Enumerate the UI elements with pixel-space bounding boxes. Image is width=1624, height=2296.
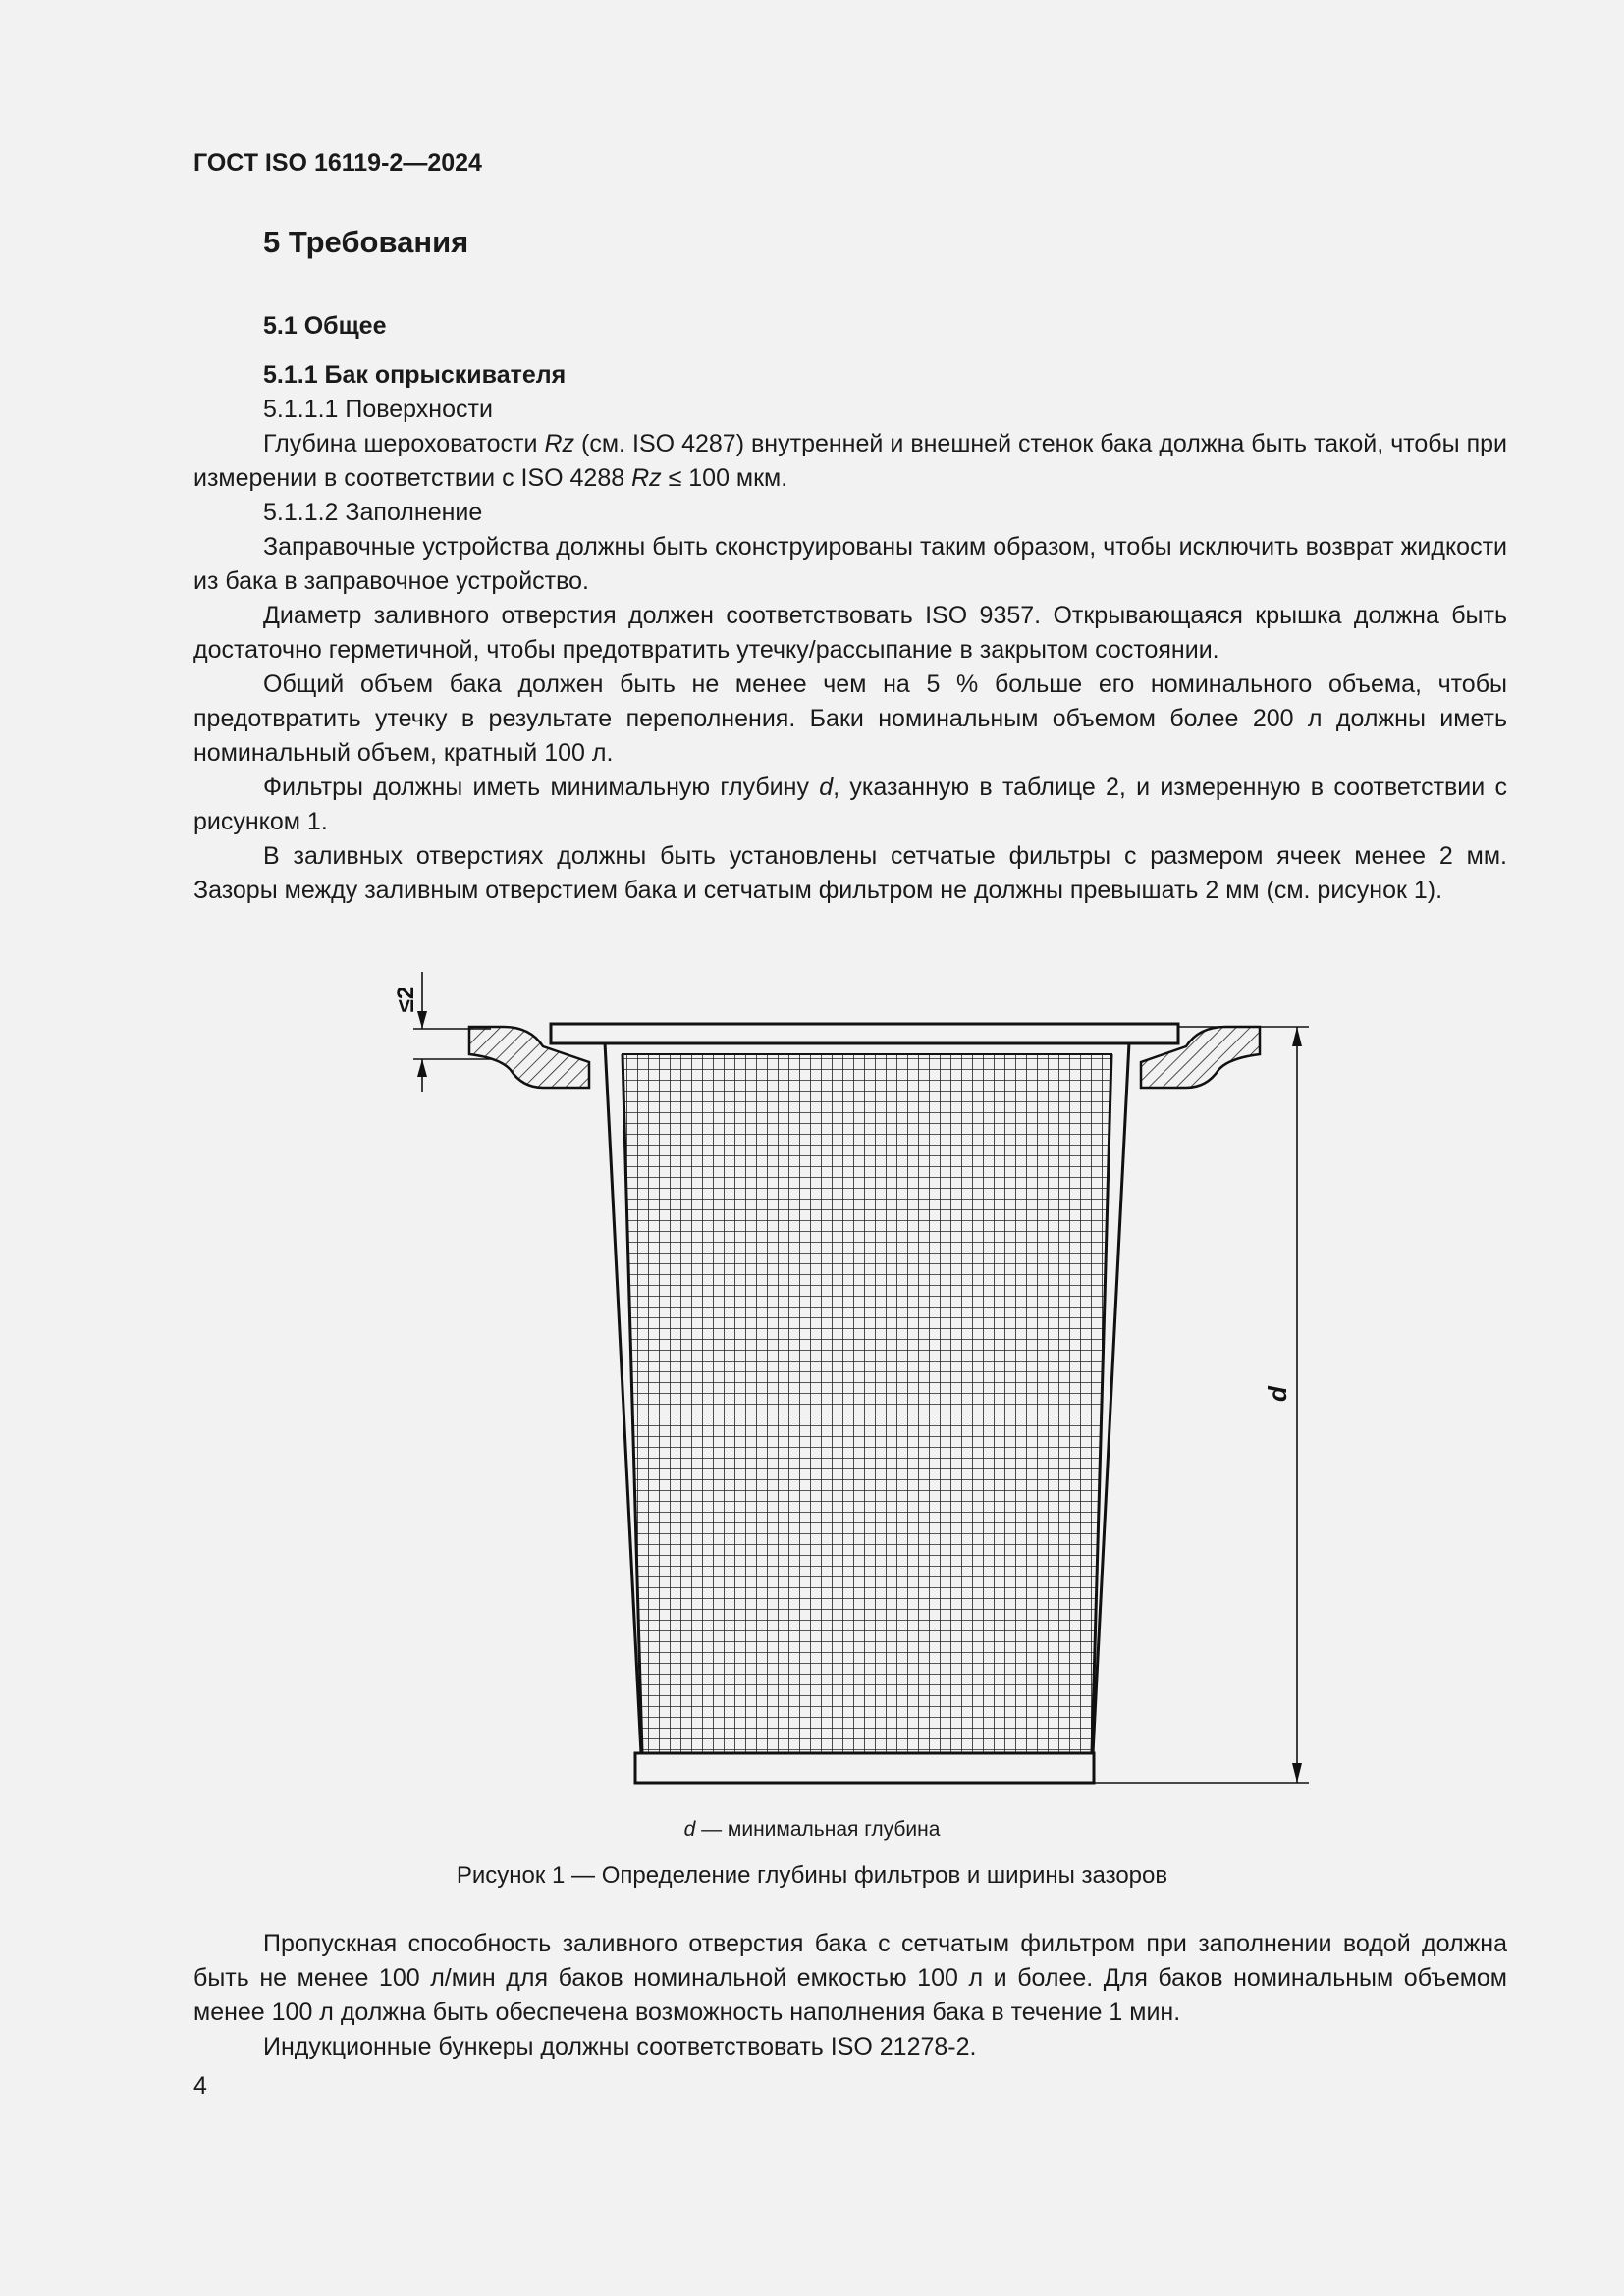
paragraph-total-volume: Общий объем бака должен быть не менее чем на 5 % больше его номинального объема, чтобы предотвратить утечку в результате переполнения. Баки номинальным объемом более 200 л должны иметь номинальный объем, кратный 100 л.: [193, 670, 1507, 767]
paragraph-induction-hoppers: Индукционные бункеры должны соответствовать ISO 21278-2.: [263, 2033, 977, 2060]
clause-surface-heading: 5.1.1.1 Поверхности: [263, 396, 493, 423]
depth-dimension-label: d: [1263, 1386, 1292, 1402]
figure-legend: d — минимальная глубина: [683, 1818, 941, 1841]
paragraph-mesh-filters: В заливных отверстиях должны быть установлены сетчатые фильтры с размером ячеек менее 2 мм. Зазоры между заливным отверстием бака и сетчатым фильтром не должны превышать 2 мм (см. рисунок 1).: [193, 842, 1507, 904]
paragraph-filling-devices: Заправочные устройства должны быть сконструированы таким образом, чтобы исключить возврат жидкости из бака в заправочное устройство.: [193, 533, 1507, 595]
requirements-text-block-2: [193, 1927, 1507, 2064]
clause-filling-heading: 5.1.1.2 Заполнение: [263, 499, 483, 526]
paragraph-filter-depth: Фильтры должны иметь минимальную глубину d, указанную в таблице 2, и измеренную в соответствии с рисунком 1.: [193, 774, 1507, 835]
filter-mesh: [623, 1054, 1111, 1753]
subsection-title: 5.1 Общее: [263, 312, 387, 340]
paragraph-surface: Глубина шероховатости Rz (см. ISO 4287) внутренней и внешней стенок бака должна быть такой, чтобы при измерении в соответствии с ISO 4288 Rz ≤ 100 мкм.: [193, 430, 1507, 492]
figure-caption: Рисунок 1 — Определение глубины фильтров и ширины зазоров: [456, 1862, 1168, 1889]
section-title: 5 Требования: [263, 225, 469, 259]
clause-tank-heading: 5.1.1 Бак опрыскивателя: [263, 361, 567, 389]
filter-bottom-plate: [635, 1753, 1094, 1783]
gap-dimension-label: ≤2: [393, 986, 419, 1013]
document-header: ГОСТ ISO 16119-2—2024: [193, 149, 482, 177]
paragraph-flow-capacity: Пропускная способность заливного отверстия бака с сетчатым фильтром при заполнении водой должна быть не менее 100 л/мин для баков номинальной емкостью 100 л и более. Для баков номинальным объемом менее 100 л должна быть обеспечена возможность наполнения бака в течение 1 мин.: [193, 1930, 1507, 2026]
filter-top-flange: [551, 1024, 1178, 1043]
page-number: 4: [193, 2072, 207, 2100]
paragraph-opening-diameter: Диаметр заливного отверстия должен соответствовать ISO 9357. Открывающаяся крышка должна быть достаточно герметичной, чтобы предотвратить утечку/рассыпание в закрытом состоянии.: [193, 602, 1507, 664]
